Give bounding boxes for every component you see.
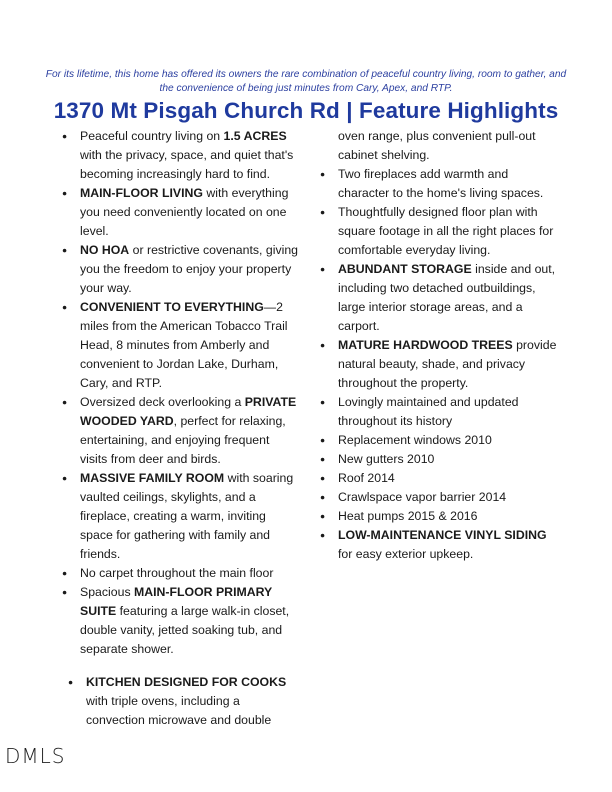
list-item: ● CONVENIENT TO EVERYTHING—2 miles from the American Tobacco Trail Head, 8 minutes from Amberly and convenient to Jordan Lake, Durham, Cary, and RTP. — [62, 298, 298, 393]
list-item: ● Thoughtfully designed floor plan with square footage in all the right places for comfortable everyday living. — [320, 203, 560, 260]
list-item: ● Oversized deck overlooking a PRIVATE WOODED YARD, perfect for relaxing, entertaining, and enjoying frequent visits from deer and birds. — [62, 393, 298, 469]
intro-text: For its lifetime, this home has offered its owners the rare combination of peaceful country living, room to gather, and the convenience of being just minutes from Cary, Apex, and RTP. — [45, 69, 567, 94]
list-item: ● Lovingly maintained and updated throughout its history — [320, 393, 560, 431]
list-item: ● Spacious MAIN-FLOOR PRIMARY SUITE featuring a large walk-in closet, double vanity, jetted soaking tub, and separate shower. — [62, 583, 298, 659]
list-item: ● ABUNDANT STORAGE inside and out, including two detached outbuildings, large interior storage areas, and a carport. — [320, 260, 560, 336]
list-item: ● KITCHEN DESIGNED FOR COOKS with triple ovens, including a convection microwave and double — [62, 673, 298, 730]
list-item: ● Crawlspace vapor barrier 2014 — [320, 488, 560, 507]
list-item: ● Replacement windows 2010 — [320, 431, 560, 450]
list-item-continuation: oven range, plus convenient pull-out cabinet shelving. — [338, 129, 536, 162]
list-item: ● LOW-MAINTENANCE VINYL SIDING for easy exterior upkeep. — [320, 526, 560, 564]
list-item: ● Roof 2014 — [320, 469, 560, 488]
list-item: ● Peaceful country living on 1.5 ACRES with the privacy, space, and quiet that's becoming increasingly hard to find. — [62, 127, 298, 184]
feature-list-right — [320, 127, 560, 564]
list-item: ● Two fireplaces add warmth and character to the home's living spaces. — [320, 165, 560, 203]
page-title: 1370 Mt Pisgah Church Rd | Feature Highlights — [53, 98, 559, 123]
list-item: ● Heat pumps 2015 & 2016 — [320, 507, 560, 526]
feature-list-left — [62, 127, 298, 730]
list-item: ● NO HOA or restrictive covenants, giving you the freedom to enjoy your property your way. — [62, 241, 298, 298]
list-item: ● No carpet throughout the main floor — [62, 564, 298, 583]
list-item: ● MATURE HARDWOOD TREES provide natural beauty, shade, and privacy throughout the property. — [320, 336, 560, 393]
list-item: ● MAIN-FLOOR LIVING with everything you need conveniently located on one level. — [62, 184, 298, 241]
dmls-logo: DMLS — [5, 744, 66, 768]
list-item: ● New gutters 2010 — [320, 450, 560, 469]
list-item: ● MASSIVE FAMILY ROOM with soaring vaulted ceilings, skylights, and a fireplace, creating a warm, inviting space for gathering with family and friends. — [62, 469, 298, 564]
